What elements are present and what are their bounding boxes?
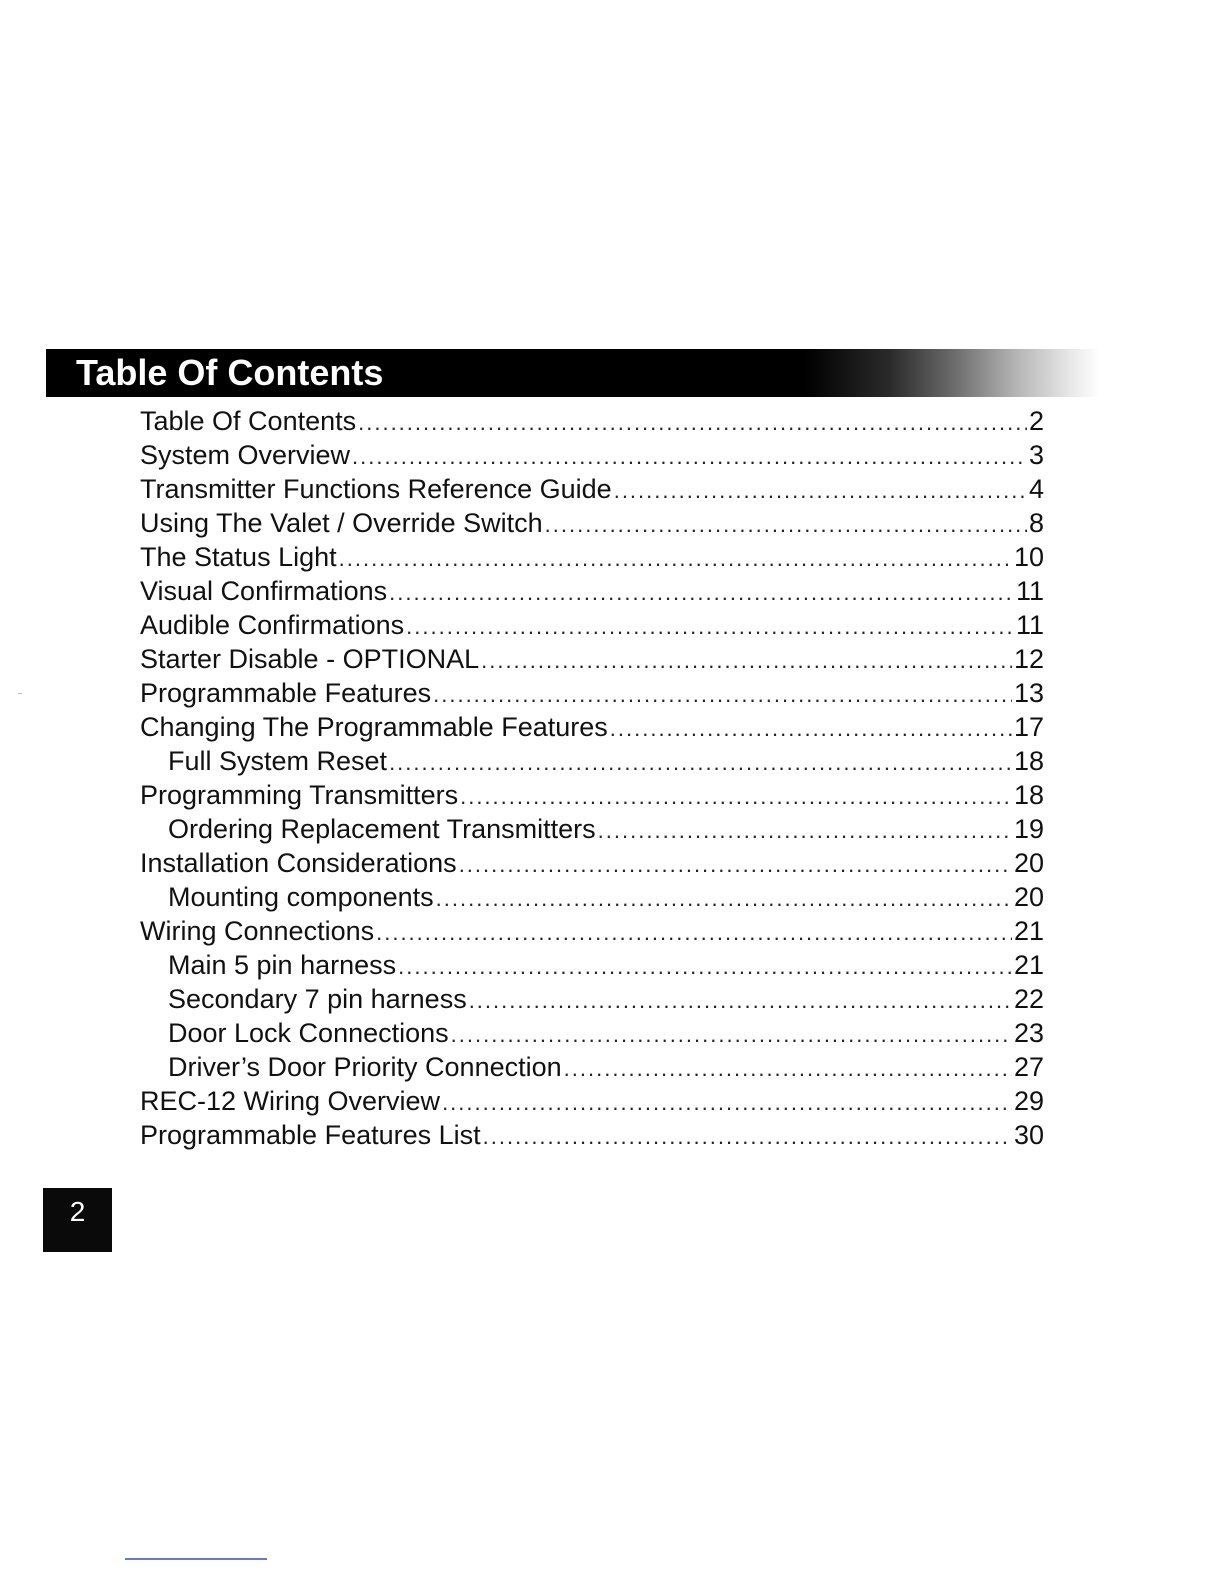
toc-entry[interactable]: [140, 574, 1044, 608]
toc-entry-title: Full System Reset: [168, 746, 388, 776]
toc-entry-page: 22: [1013, 984, 1044, 1014]
toc-entry-page: 19: [1013, 814, 1044, 844]
toc-entry-title: Door Lock Connections: [168, 1018, 449, 1048]
dot-leader: [451, 1018, 1012, 1050]
dot-leader: [406, 610, 1014, 642]
dot-leader: [610, 712, 1012, 744]
toc-entry-page: 2: [1028, 406, 1044, 436]
toc-entry-title: Driver’s Door Priority Connection: [168, 1052, 562, 1082]
dot-leader: [376, 916, 1012, 948]
page-number: 2: [69, 1196, 86, 1227]
dot-leader: [459, 848, 1012, 880]
toc-entry-page: 18: [1013, 780, 1044, 810]
toc-entry-page: 27: [1013, 1052, 1044, 1082]
toc-entry-title: Ordering Replacement Transmitters: [168, 814, 596, 844]
toc-entry[interactable]: [140, 506, 1044, 540]
table-of-contents: [140, 404, 1044, 1152]
toc-entry-page: 17: [1013, 712, 1044, 742]
toc-entry-title: Visual Confirmations: [140, 576, 388, 606]
toc-entry-title: Changing The Programmable Features: [140, 712, 608, 742]
dot-leader: [389, 746, 1012, 778]
dot-leader: [481, 644, 1012, 676]
toc-entry-page: 12: [1013, 644, 1044, 674]
dot-leader: [469, 984, 1012, 1016]
section-title: Table Of Contents: [76, 352, 384, 393]
toc-entry-page: 4: [1028, 474, 1044, 504]
section-title-bar: [46, 349, 1100, 397]
toc-entry[interactable]: [140, 778, 1044, 812]
toc-entry[interactable]: [140, 1050, 1044, 1084]
toc-entry-page: 13: [1013, 678, 1044, 708]
toc-entry[interactable]: [140, 438, 1044, 472]
dot-leader: [389, 576, 1014, 608]
dot-leader: [614, 474, 1027, 506]
toc-entry[interactable]: [140, 710, 1044, 744]
toc-entry-title: Programmable Features List: [140, 1120, 481, 1150]
toc-entry-page: 20: [1013, 848, 1044, 878]
toc-entry[interactable]: [140, 676, 1044, 710]
toc-entry-page: 29: [1013, 1086, 1044, 1116]
toc-entry-title: System Overview: [140, 440, 351, 470]
toc-entry-page: 8: [1028, 508, 1044, 538]
toc-entry-title: Table Of Contents: [140, 406, 357, 436]
page-number-box: [43, 1188, 112, 1252]
dot-leader: [398, 950, 1012, 982]
footer-rule: [125, 1558, 267, 1560]
toc-entry[interactable]: [140, 642, 1044, 676]
toc-entry-title: Transmitter Functions Reference Guide: [140, 474, 612, 504]
toc-entry-title: Wiring Connections: [140, 916, 375, 946]
toc-entry-page: 3: [1028, 440, 1044, 470]
toc-entry[interactable]: [140, 846, 1044, 880]
toc-entry[interactable]: [140, 744, 1044, 778]
toc-entry-title: REC-12 Wiring Overview: [140, 1086, 441, 1116]
toc-entry-page: 20: [1013, 882, 1044, 912]
toc-entry[interactable]: [140, 540, 1044, 574]
toc-entry-title: Secondary 7 pin harness: [168, 984, 467, 1014]
toc-entry-page: 11: [1015, 610, 1044, 640]
toc-entry[interactable]: [140, 1016, 1044, 1050]
toc-entry-title: Audible Confirmations: [140, 610, 405, 640]
toc-entry-page: 18: [1013, 746, 1044, 776]
toc-entry-title: Using The Valet / Override Switch: [140, 508, 543, 538]
toc-entry-page: 30: [1013, 1120, 1044, 1150]
dot-leader: [436, 882, 1012, 914]
dot-leader: [339, 542, 1012, 574]
toc-entry[interactable]: [140, 812, 1044, 846]
toc-entry-title: Mounting components: [168, 882, 434, 912]
toc-entry-title: Main 5 pin harness: [168, 950, 397, 980]
toc-entry-title: Programming Transmitters: [140, 780, 459, 810]
toc-entry-page: 21: [1013, 916, 1044, 946]
dot-leader: [433, 678, 1012, 710]
toc-entry-page: 21: [1013, 950, 1044, 980]
toc-entry-title: Programmable Features: [140, 678, 432, 708]
dot-leader: [358, 406, 1027, 438]
toc-entry-page: 23: [1013, 1018, 1044, 1048]
toc-entry[interactable]: [140, 880, 1044, 914]
dot-leader: [352, 440, 1027, 472]
toc-entry[interactable]: [140, 948, 1044, 982]
toc-entry-page: 11: [1015, 576, 1044, 606]
dot-leader: [483, 1120, 1012, 1152]
dot-leader: [460, 780, 1012, 812]
dot-leader: [598, 814, 1012, 846]
toc-entry-title: Starter Disable - OPTIONAL: [140, 644, 480, 674]
toc-entry[interactable]: [140, 472, 1044, 506]
toc-entry[interactable]: [140, 608, 1044, 642]
scan-speck: [18, 693, 22, 694]
toc-entry[interactable]: [140, 914, 1044, 948]
toc-entry[interactable]: [140, 1118, 1044, 1152]
toc-entry[interactable]: [140, 404, 1044, 438]
toc-entry[interactable]: [140, 982, 1044, 1016]
dot-leader: [564, 1052, 1012, 1084]
dot-leader: [545, 508, 1027, 540]
toc-entry-title: The Status Light: [140, 542, 337, 572]
toc-entry-title: Installation Considerations: [140, 848, 457, 878]
toc-entry[interactable]: [140, 1084, 1044, 1118]
dot-leader: [442, 1086, 1012, 1118]
toc-entry-page: 10: [1013, 542, 1044, 572]
